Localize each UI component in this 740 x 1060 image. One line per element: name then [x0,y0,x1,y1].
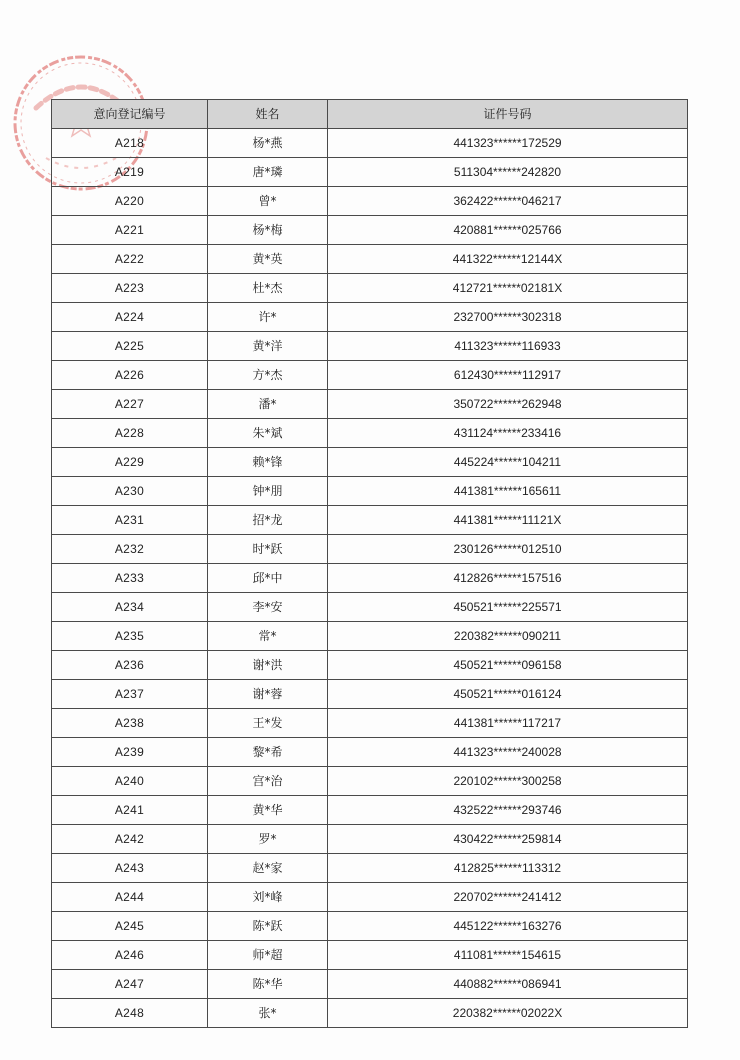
table-header-row [52,100,688,129]
table-row [52,564,688,593]
registration-number-cell: A241 [52,796,208,825]
table-row [52,332,688,361]
id-number-cell: 220382******090211 [328,622,688,651]
registration-number-cell: A231 [52,506,208,535]
id-number-cell: 350722******262948 [328,390,688,419]
registration-number-cell: A232 [52,535,208,564]
name-cell: 时*跃 [208,535,328,564]
registration-number-cell: A234 [52,593,208,622]
name-cell: 杨*燕 [208,129,328,158]
registration-number-cell: A218 [52,129,208,158]
registration-number-cell: A224 [52,303,208,332]
registration-number-cell: A219 [52,158,208,187]
table-row [52,738,688,767]
table-row [52,912,688,941]
table-row [52,419,688,448]
table-row [52,680,688,709]
id-number-cell: 412826******157516 [328,564,688,593]
registration-number-cell: A245 [52,912,208,941]
registration-number-cell: A223 [52,274,208,303]
registration-number-cell: A246 [52,941,208,970]
id-number-cell: 432522******293746 [328,796,688,825]
id-number-cell: 430422******259814 [328,825,688,854]
name-cell: 黎*希 [208,738,328,767]
name-cell: 钟*朋 [208,477,328,506]
table-row [52,274,688,303]
table-row [52,448,688,477]
table-row [52,970,688,999]
id-number-cell: 441323******240028 [328,738,688,767]
id-number-cell: 445122******163276 [328,912,688,941]
name-cell: 唐*璘 [208,158,328,187]
name-cell: 赖*锋 [208,448,328,477]
name-cell: 杜*杰 [208,274,328,303]
registration-number-cell: A220 [52,187,208,216]
name-cell: 赵*家 [208,854,328,883]
name-cell: 黄*华 [208,796,328,825]
table-row [52,767,688,796]
table-row [52,796,688,825]
registration-number-cell: A240 [52,767,208,796]
name-cell: 谢*蓉 [208,680,328,709]
name-cell: 张* [208,999,328,1028]
header-registration-number: 意向登记编号 [52,100,208,129]
id-number-cell: 450521******096158 [328,651,688,680]
name-cell: 师*超 [208,941,328,970]
table-row [52,825,688,854]
name-cell: 刘*峰 [208,883,328,912]
table-row [52,593,688,622]
name-cell: 陈*跃 [208,912,328,941]
name-cell: 曾* [208,187,328,216]
registration-number-cell: A237 [52,680,208,709]
id-number-cell: 220102******300258 [328,767,688,796]
name-cell: 招*龙 [208,506,328,535]
id-number-cell: 412721******02181X [328,274,688,303]
name-cell: 谢*洪 [208,651,328,680]
id-number-cell: 230126******012510 [328,535,688,564]
table-row [52,854,688,883]
table-row [52,651,688,680]
id-number-cell: 431124******233416 [328,419,688,448]
name-cell: 黄*英 [208,245,328,274]
registration-number-cell: A236 [52,651,208,680]
id-number-cell: 411081******154615 [328,941,688,970]
registration-number-cell: A235 [52,622,208,651]
id-number-cell: 441322******12144X [328,245,688,274]
table-row [52,390,688,419]
name-cell: 杨*梅 [208,216,328,245]
table-row [52,129,688,158]
table-row [52,303,688,332]
id-number-cell: 220702******241412 [328,883,688,912]
table-row [52,187,688,216]
registration-number-cell: A243 [52,854,208,883]
name-cell: 朱*斌 [208,419,328,448]
id-number-cell: 441381******165611 [328,477,688,506]
id-number-cell: 450521******225571 [328,593,688,622]
registration-number-cell: A239 [52,738,208,767]
id-number-cell: 441323******172529 [328,129,688,158]
table-body [52,129,688,1028]
registration-number-cell: A229 [52,448,208,477]
name-cell: 常* [208,622,328,651]
name-cell: 潘* [208,390,328,419]
registration-number-cell: A244 [52,883,208,912]
id-number-cell: 445224******104211 [328,448,688,477]
name-cell: 邱*中 [208,564,328,593]
table-row [52,709,688,738]
registration-number-cell: A222 [52,245,208,274]
registration-table [51,99,688,1028]
name-cell: 宫*治 [208,767,328,796]
name-cell: 李*安 [208,593,328,622]
table-row [52,245,688,274]
name-cell: 陈*华 [208,970,328,999]
name-cell: 罗* [208,825,328,854]
id-number-cell: 411323******116933 [328,332,688,361]
registration-number-cell: A225 [52,332,208,361]
table-row [52,506,688,535]
registration-number-cell: A221 [52,216,208,245]
id-number-cell: 511304******242820 [328,158,688,187]
id-number-cell: 362422******046217 [328,187,688,216]
id-number-cell: 440882******086941 [328,970,688,999]
registration-number-cell: A242 [52,825,208,854]
name-cell: 黄*洋 [208,332,328,361]
id-number-cell: 441381******117217 [328,709,688,738]
id-number-cell: 441381******11121X [328,506,688,535]
id-number-cell: 450521******016124 [328,680,688,709]
header-id-number: 证件号码 [328,100,688,129]
table-row [52,535,688,564]
registration-number-cell: A248 [52,999,208,1028]
registration-number-cell: A227 [52,390,208,419]
registration-number-cell: A228 [52,419,208,448]
table-row [52,622,688,651]
id-number-cell: 232700******302318 [328,303,688,332]
registration-number-cell: A226 [52,361,208,390]
name-cell: 王*发 [208,709,328,738]
name-cell: 方*杰 [208,361,328,390]
registration-number-cell: A230 [52,477,208,506]
table-row [52,941,688,970]
table-row [52,477,688,506]
id-number-cell: 612430******112917 [328,361,688,390]
table-row [52,216,688,245]
header-name: 姓名 [208,100,328,129]
id-number-cell: 420881******025766 [328,216,688,245]
table-row [52,999,688,1028]
table-row [52,883,688,912]
registration-number-cell: A238 [52,709,208,738]
table-row [52,158,688,187]
id-number-cell: 412825******113312 [328,854,688,883]
registration-number-cell: A233 [52,564,208,593]
table-row [52,361,688,390]
registration-number-cell: A247 [52,970,208,999]
name-cell: 许* [208,303,328,332]
id-number-cell: 220382******02022X [328,999,688,1028]
